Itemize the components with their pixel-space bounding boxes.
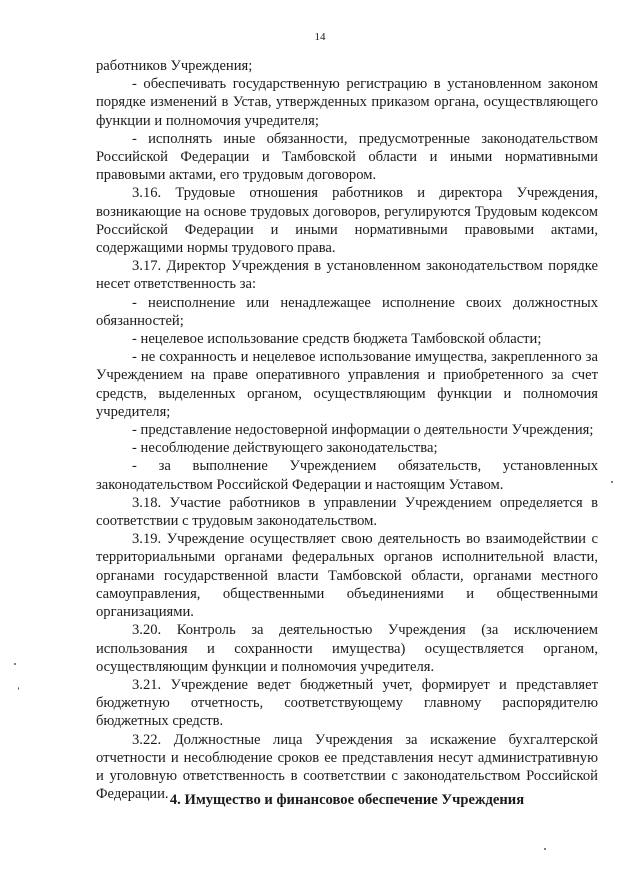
paragraph: 3.22. Должностные лица Учреждения за искажение бухгалтерской отчетности и несоблюдение сроков ее представления несут административную и уголовную ответственность в соответствии с законодательством Российской Федерации.	[96, 731, 598, 803]
scan-speck	[611, 481, 613, 483]
paragraph: 3.21. Учреждение ведет бюджетный учет, формирует и представляет бюджетную отчетность, соответствующему главному распорядителю бюджетных средств.	[96, 676, 598, 730]
section-heading: 4. Имущество и финансовое обеспечение Учреждения	[169, 792, 525, 808]
paragraph: 3.20. Контроль за деятельностью Учреждения (за исключением использования и сохранности имущества) осуществляется органом, осуществляющим функции и полномочия учредителя.	[96, 622, 598, 675]
page-number: 14	[314, 31, 326, 43]
paragraph: - исполнять иные обязанности, предусмотренные законодательством Российской Федерации и Тамбовской области и иными нормативными правовыми актами, его трудовым договором.	[96, 130, 598, 184]
scan-speck	[544, 848, 546, 850]
paragraph: - нецелевое использование средств бюджета Тамбовской области;	[132, 331, 542, 348]
paragraph: - неисполнение или ненадлежащее исполнение своих должностных обязанностей;	[96, 294, 598, 329]
paragraph: - представление недостоверной информации о деятельности Учреждения;	[132, 422, 594, 439]
scan-speck	[14, 663, 16, 665]
paragraph: 3.19. Учреждение осуществляет свою деятельность во взаимодействии с территориальными органами федеральных органов исполнительной власти, органами государственной власти Тамбовской области, органами местного самоуправления, общественными объединениями и общественными организациями.	[96, 531, 598, 621]
paragraph: - за выполнение Учреждением обязательств, установленных законодательством Российской Федерации и настоящим Уставом.	[96, 458, 598, 493]
paragraph: 3.17. Директор Учреждения в установленном законодательством порядке несет ответственность за:	[96, 258, 598, 293]
paragraph: - обеспечивать государственную регистрацию в установленном законом порядке изменений в Устав, утвержденных приказом органа, осуществляющего функции и полномочия учредителя;	[96, 76, 598, 129]
paragraph: - несоблюдение действующего законодательства;	[132, 440, 438, 457]
paragraph: 3.18. Участие работников в управлении Учреждением определяется в соответствии с трудовым законодательством.	[96, 494, 598, 530]
scan-speck	[18, 687, 19, 690]
document-body	[96, 57, 598, 803]
paragraph: - не сохранность и нецелевое использование имущества, закрепленного за Учреждением на праве оперативного управления и приобретенного за счет средств, выделенных органом, осуществляющим функции и полномочия учредителя;	[96, 349, 598, 420]
paragraph: 3.16. Трудовые отношения работников и директора Учреждения, возникающие на основе трудовых договоров, регулируются Трудовым кодексом Российской Федерации и иными нормативными правовыми актами, содержащими нормы трудового права.	[96, 185, 598, 257]
paragraph: работников Учреждения;	[96, 58, 253, 74]
